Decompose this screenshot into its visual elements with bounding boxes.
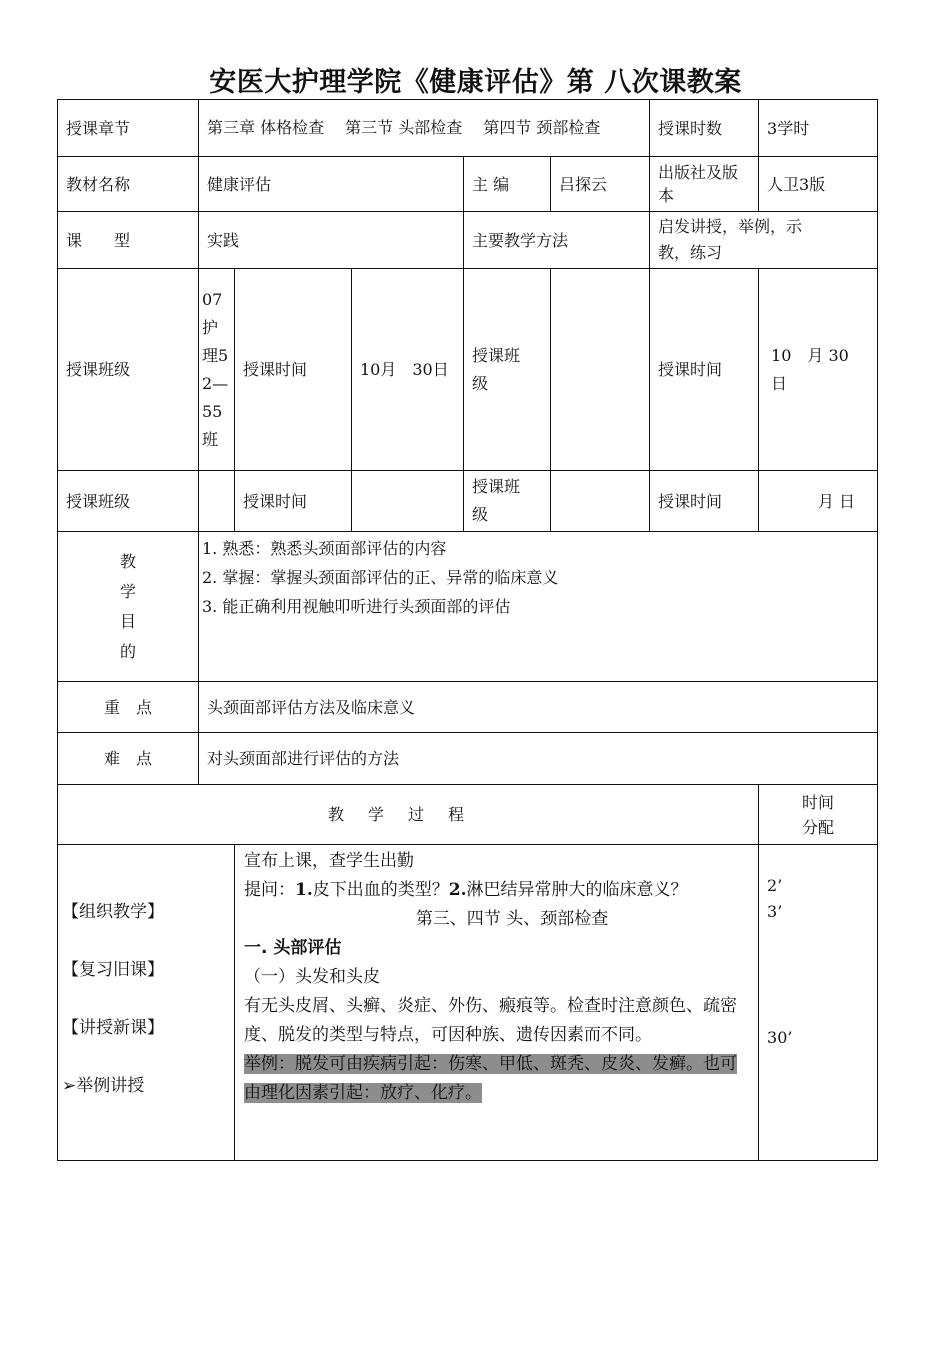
time-value: 3’ (767, 902, 783, 921)
row-goals (58, 532, 878, 682)
process-header (58, 785, 759, 845)
stage-new-lesson: 【讲授新课】 (62, 1018, 164, 1038)
process-header-text: 教学过程 (328, 805, 489, 824)
process-content (235, 845, 759, 1161)
class-value: 07护理52—55班 (199, 269, 235, 471)
question-text: 淋巴结异常肿大的临床意义？ (466, 880, 688, 900)
class2-value (551, 471, 650, 532)
row-key-points (58, 682, 878, 733)
question-text: 皮下出血的类型？ (312, 880, 449, 900)
class-label: 授课班级 (58, 269, 199, 471)
time-value: 10月 30日 (352, 269, 464, 471)
stage-review: 【复习旧课】 (62, 960, 164, 980)
question-number: 1. (295, 880, 313, 900)
time2-value: 月 日 (759, 471, 878, 532)
subsection-heading: （一）头发和头皮 (244, 967, 380, 987)
row-lesson-type (58, 212, 878, 269)
time-alloc-header-line: 时间 (802, 792, 835, 812)
textbook-label: 教材名称 (58, 157, 199, 212)
question-number: 2. (448, 880, 467, 900)
row-difficulties (58, 733, 878, 785)
goals-label-char: 目 (119, 611, 136, 631)
class2-label: 授课班级 (464, 269, 551, 471)
question-prefix: 提问： (244, 880, 295, 900)
example-block (244, 1050, 750, 1108)
time2-label: 授课时间 (650, 471, 759, 532)
goal-item: 3. 能正确利用视触叩听进行头颈面部的评估 (202, 597, 511, 616)
goals-label-char: 学 (119, 581, 136, 601)
stage-example (62, 1057, 226, 1115)
content-paragraph: 有无头皮屑、头癣、炎症、外伤、瘢痕等。检查时注意颜色、疏密度、脱发的类型与特点，可因种族、遗传因素而不同。 (244, 996, 737, 1045)
time-value (352, 471, 464, 532)
section-title: 第三、四节 头、颈部检查 (415, 909, 609, 929)
class-value (199, 471, 235, 532)
editor-label: 主 编 (464, 157, 551, 212)
key-points-label: 重 点 (58, 682, 199, 733)
chapter-label: 授课章节 (58, 100, 199, 157)
time2-value: 10 月 30 日 (759, 269, 878, 471)
row-class-2 (58, 471, 878, 532)
chapter-value: 第三章 体格检查 第三节 头部检查 第四节 颈部检查 (199, 100, 650, 157)
row-process-header (58, 785, 878, 845)
goals-list (199, 532, 878, 682)
row-process-content (58, 845, 878, 1161)
key-points-value: 头颈面部评估方法及临床意义 (199, 682, 878, 733)
difficulties-label: 难 点 (58, 733, 199, 785)
goal-item: 2. 掌握：掌握头颈面部评估的正、异常的临床意义 (202, 568, 559, 587)
stage-example-label: 举例讲授 (76, 1076, 145, 1096)
goals-label (58, 532, 199, 682)
arrow-bullet-icon: ➢ (62, 1076, 77, 1096)
time2-label: 授课时间 (650, 269, 759, 471)
content-line: 宣布上课，查学生出勤 (244, 851, 414, 871)
publisher-label: 出版社及版本 (650, 157, 759, 212)
editor-value: 吕探云 (551, 157, 650, 212)
lesson-type-value: 实践 (199, 212, 464, 269)
goals-label-char: 的 (119, 641, 136, 661)
time-label: 授课时间 (235, 471, 352, 532)
method-label: 主要教学方法 (464, 212, 650, 269)
row-class-1 (58, 269, 878, 471)
class2-value (551, 269, 650, 471)
process-stages (58, 845, 235, 1161)
time-alloc-values (759, 845, 878, 1161)
class-label: 授课班级 (58, 471, 199, 532)
class2-label: 授课班级 (464, 471, 551, 532)
time-label: 授课时间 (235, 269, 352, 471)
textbook-value: 健康评估 (199, 157, 464, 212)
goal-item: 1. 熟悉：熟悉头颈面部评估的内容 (202, 539, 447, 558)
lesson-plan-table (57, 99, 878, 1161)
row-chapter (58, 100, 878, 157)
goals-label-char: 教 (119, 551, 136, 571)
row-textbook (58, 157, 878, 212)
publisher-value: 人卫3版 (759, 157, 878, 212)
time-value: 2’ (767, 876, 783, 895)
hours-value: 3学时 (759, 100, 878, 157)
method-value: 启发讲授，举例，示教，练习 (650, 212, 878, 269)
time-value: 30’ (767, 1028, 793, 1047)
difficulties-value: 对头颈面部进行评估的方法 (199, 733, 878, 785)
stage-organize: 【组织教学】 (62, 902, 164, 922)
page-title: 安医大护理学院《健康评估》第 八次课教案 (209, 67, 742, 98)
time-alloc-header (759, 785, 878, 845)
example-highlight: 举例：脱发可由疾病引起：伤寒、甲低、斑秃、皮炎、发癣。也可由理化因素引起：放疗、化疗。 (244, 1054, 737, 1103)
section-heading: 一. 头部评估 (244, 938, 342, 958)
time-alloc-header-line: 分配 (802, 817, 835, 837)
content-questions (244, 876, 750, 905)
hours-label: 授课时数 (650, 100, 759, 157)
lesson-type-label: 课 型 (58, 212, 199, 269)
